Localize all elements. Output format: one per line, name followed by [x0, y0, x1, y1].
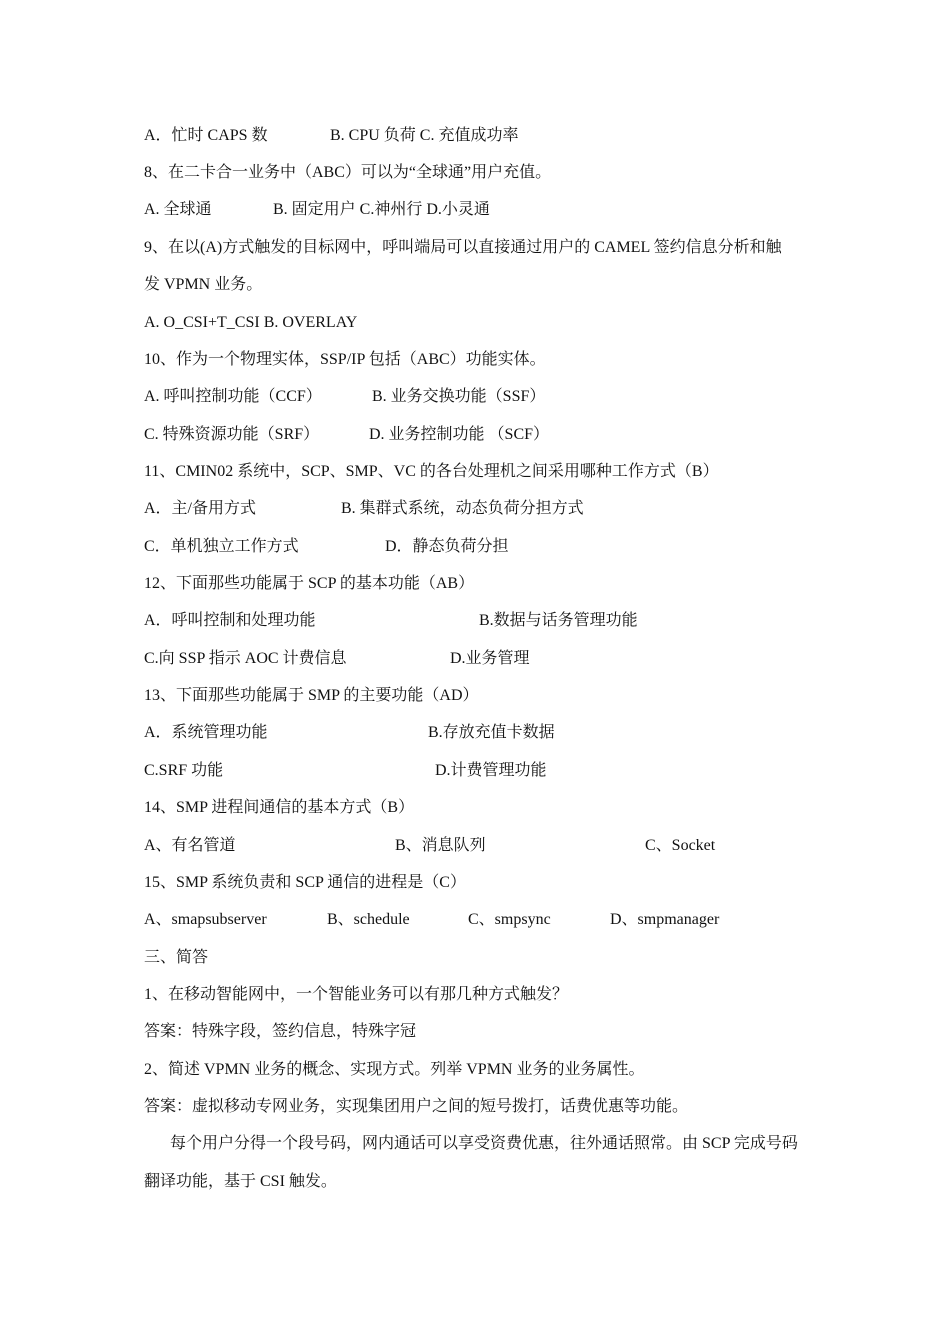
s2-answer: 答案：虚拟移动专网业务，实现集团用户之间的短号拨打，话费优惠等功能。 [144, 1098, 689, 1115]
q11-option-b: B. 集群式系统，动态负荷分担方式 [341, 500, 584, 517]
q11-option-c: C．单机独立工作方式 [144, 538, 299, 555]
q8-question: 8、在二卡合一业务中（ABC）可以为“全球通”用户充值。 [144, 164, 552, 181]
q13-option-c: C.SRF 功能 [144, 762, 224, 779]
s2-paragraph-line1: 每个用户分得一个段号码，网内通话可以享受资费优惠，往外通话照常。由 SCP 完成号码 [170, 1135, 798, 1152]
q14-option-b: B、消息队列 [395, 837, 486, 854]
q11-question: 11、CMIN02 系统中，SCP、SMP、VC 的各台处理机之间采用哪种工作方式（B） [144, 463, 719, 480]
q12-option-a: A．呼叫控制和处理功能 [144, 612, 316, 629]
q10-option-a: A. 呼叫控制功能（CCF） [144, 388, 322, 405]
q14-option-a: A、有名管道 [144, 837, 236, 854]
q10-option-b: B. 业务交换功能（SSF） [372, 388, 546, 405]
s1-answer: 答案：特殊字段，签约信息，特殊字冠 [144, 1023, 417, 1040]
q7-option-bc: B. CPU 负荷 C. 充值成功率 [330, 127, 519, 144]
q15-option-c: C、smpsync [468, 911, 551, 928]
q13-option-a: A．系统管理功能 [144, 724, 268, 741]
q15-option-b: B、schedule [327, 911, 410, 928]
q11-option-d: D．静态负荷分担 [385, 538, 509, 555]
s2-question: 2、简述 VPMN 业务的概念、实现方式。列举 VPMN 业务的业务属性。 [144, 1061, 645, 1078]
q14-option-c: C、Socket [645, 837, 716, 854]
s2-paragraph-line2: 翻译功能，基于 CSI 触发。 [144, 1173, 337, 1190]
q9-question-line1: 9、在以(A)方式触发的目标网中，呼叫端局可以直接通过用户的 CAMEL 签约信息分析和触 [144, 239, 782, 256]
q12-option-d: D.业务管理 [450, 650, 530, 667]
q10-question: 10、作为一个物理实体，SSP/IP 包括（ABC）功能实体。 [144, 351, 546, 368]
q15-question: 15、SMP 系统负责和 SCP 通信的进程是（C） [144, 874, 466, 891]
q13-option-d: D.计费管理功能 [435, 762, 547, 779]
q9-question-line2: 发 VPMN 业务。 [144, 276, 263, 293]
q8-option-a: A. 全球通 [144, 201, 212, 218]
q15-option-a: A、smapsubserver [144, 911, 267, 928]
q13-question: 13、下面那些功能属于 SMP 的主要功能（AD） [144, 687, 479, 704]
q7-option-a: A．忙时 CAPS 数 [144, 127, 268, 144]
section3-heading: 三、简答 [144, 949, 209, 966]
q13-option-b: B.存放充值卡数据 [428, 724, 555, 741]
q9-options: A. O_CSI+T_CSI B. OVERLAY [144, 314, 358, 331]
s1-question: 1、在移动智能网中，一个智能业务可以有那几种方式触发？ [144, 986, 569, 1003]
q12-option-c: C.向 SSP 指示 AOC 计费信息 [144, 650, 347, 667]
q14-question: 14、SMP 进程间通信的基本方式（B） [144, 799, 415, 816]
q10-option-c: C. 特殊资源功能（SRF） [144, 426, 320, 443]
q8-option-bcd: B. 固定用户 C.神州行 D.小灵通 [273, 201, 490, 218]
q12-question: 12、下面那些功能属于 SCP 的基本功能（AB） [144, 575, 475, 592]
q11-option-a: A．主/备用方式 [144, 500, 257, 517]
q15-option-d: D、smpmanager [610, 911, 720, 928]
q12-option-b: B.数据与话务管理功能 [479, 612, 638, 629]
q10-option-d: D. 业务控制功能 （SCF） [369, 426, 550, 443]
